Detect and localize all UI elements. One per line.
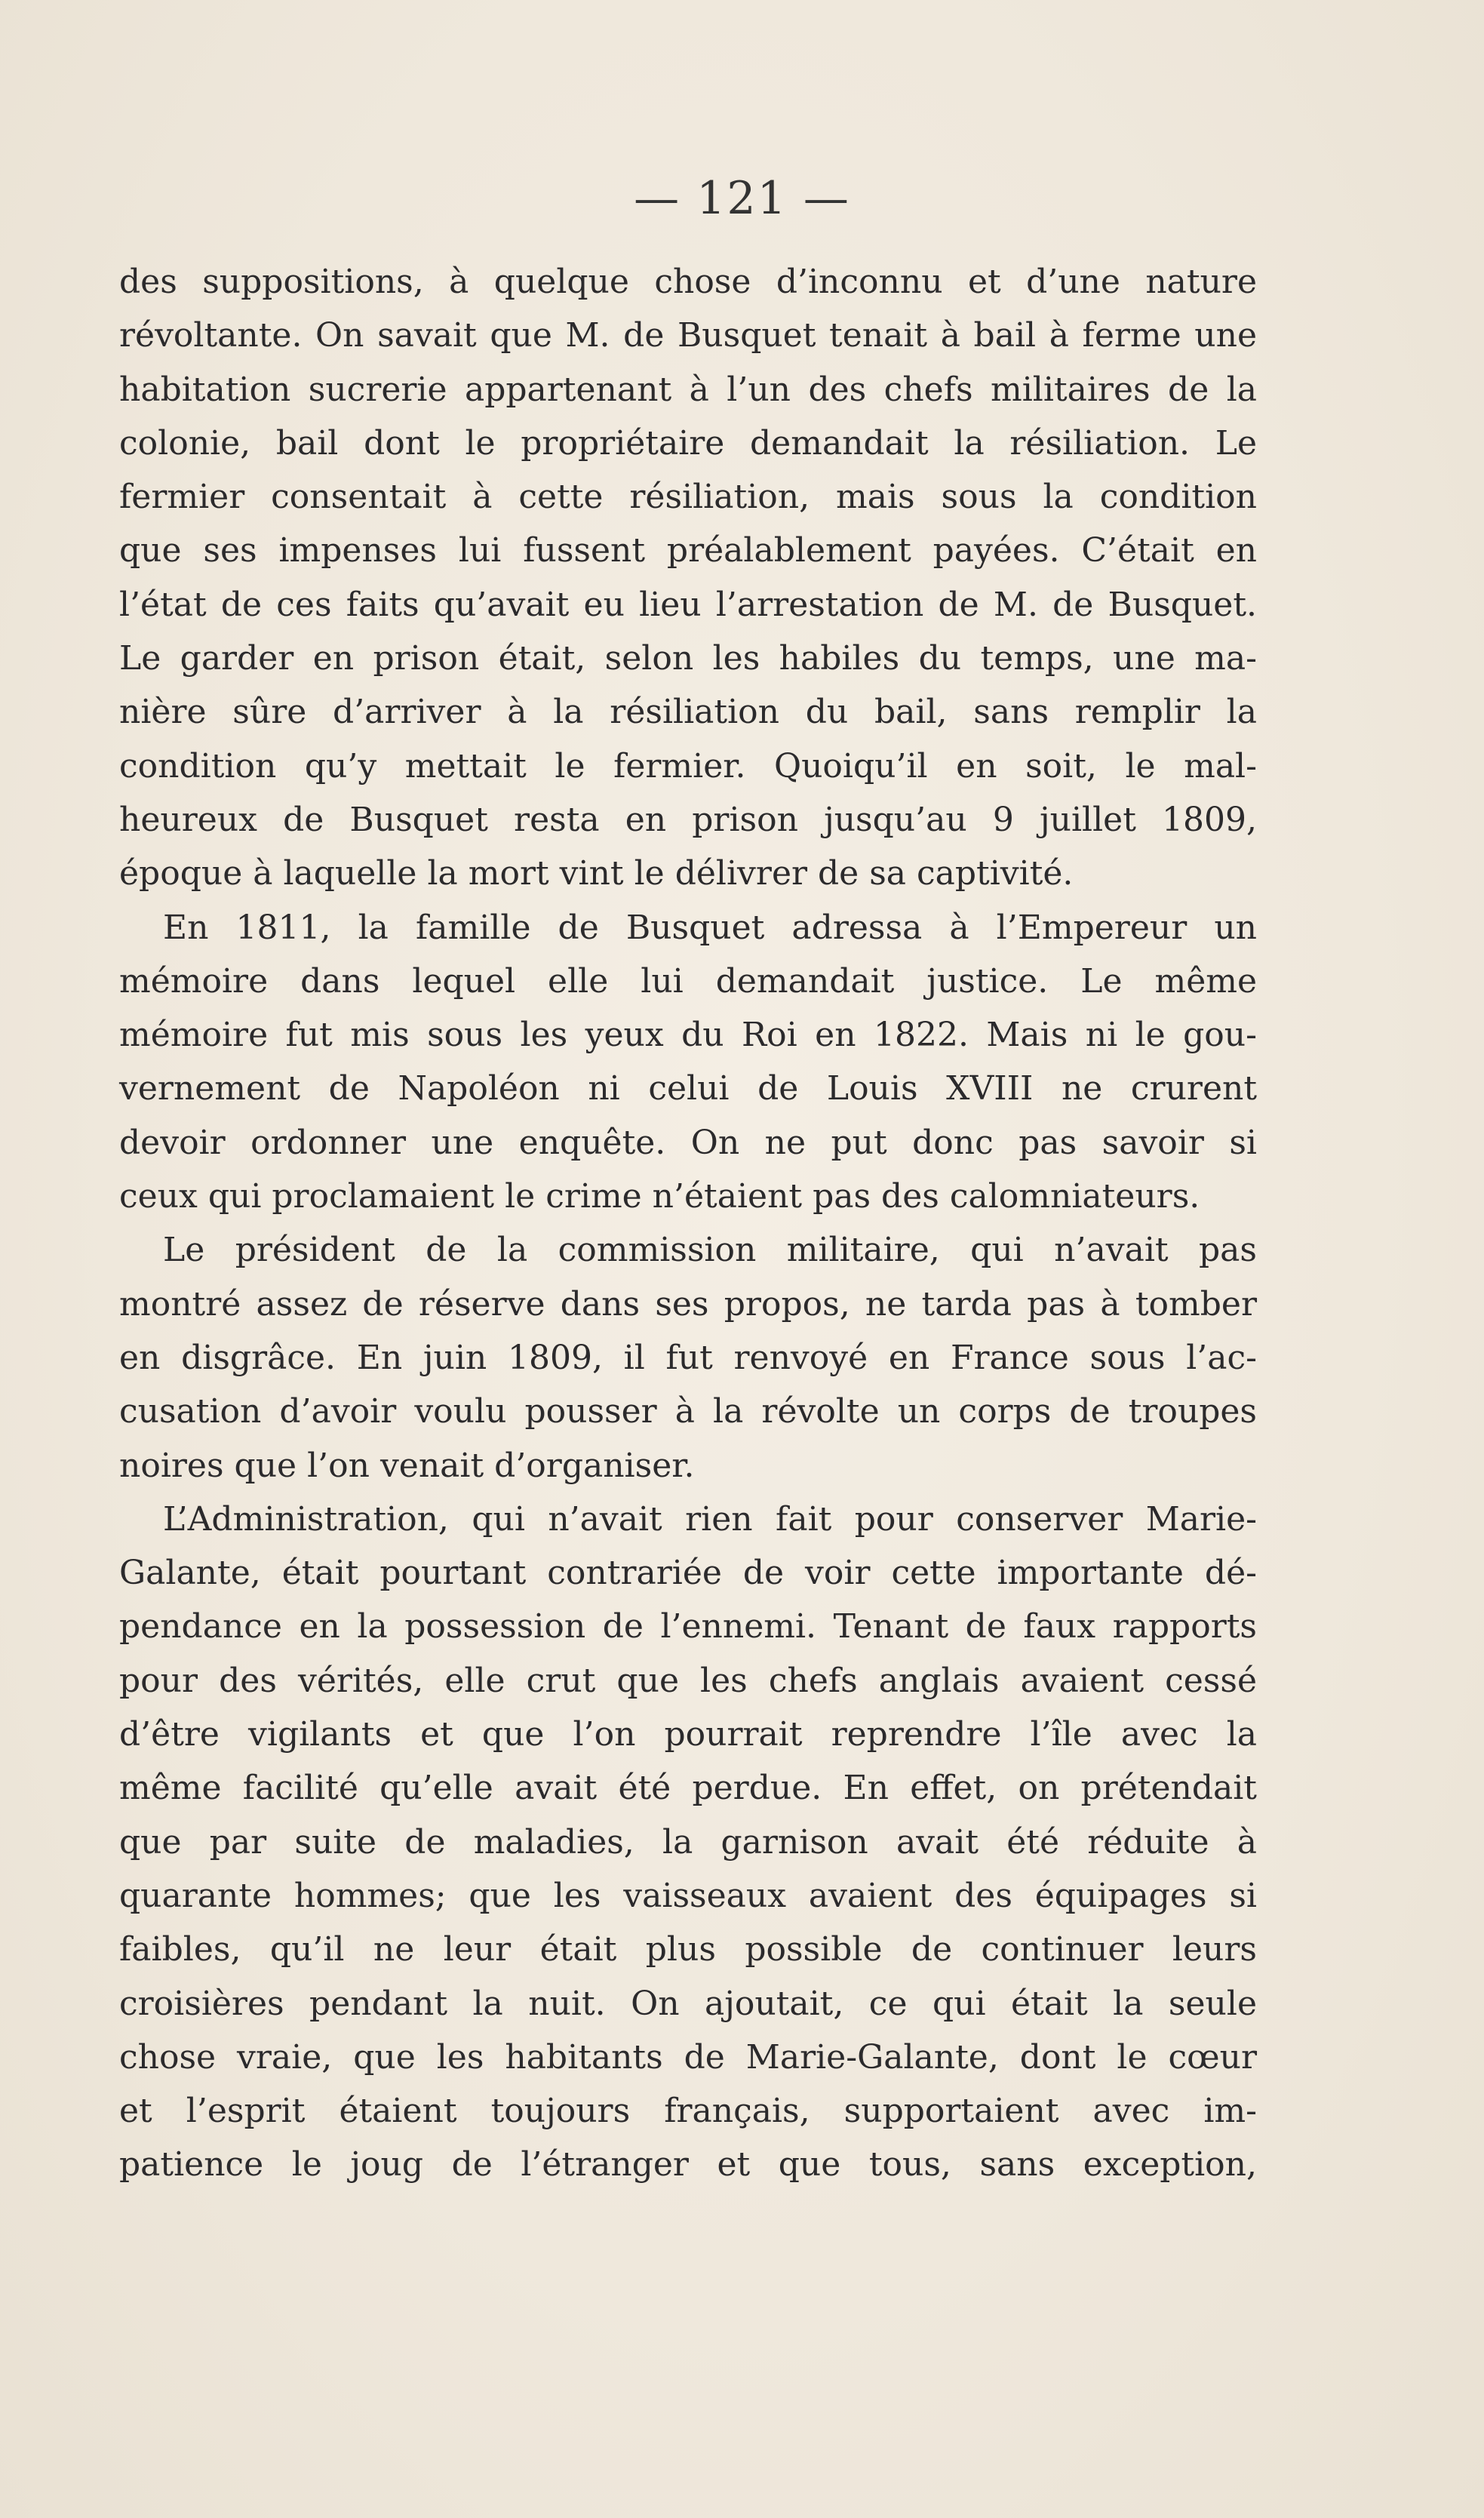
text-line: condition qu’y mettait le fermier. Quoiqu’il en soit, le mal-	[119, 746, 1257, 786]
text-line: d’être vigilants et que l’on pourrait reprendre l’île avec la	[119, 1715, 1257, 1754]
text-line: l’état de ces faits qu’avait eu lieu l’arrestation de M. de Busquet.	[119, 585, 1257, 624]
text-line: fermier consentait à cette résiliation, mais sous la condition	[119, 478, 1257, 517]
text-line: croisières pendant la nuit. On ajoutait, ce qui était la seule	[119, 1984, 1257, 2023]
text-line: L’Administration, qui n’avait rien fait pour conserver Marie-	[163, 1499, 1257, 1539]
text-line: des suppositions, à quelque chose d’inconnu et d’une nature	[119, 263, 1257, 301]
text-line: en disgrâce. En juin 1809, il fut renvoyé en France sous l’ac-	[119, 1338, 1257, 1377]
text-line: Le président de la commission militaire, qui n’avait pas	[163, 1231, 1257, 1270]
text-line: montré assez de réserve dans ses propos, ne tarda pas à tomber	[119, 1284, 1257, 1324]
text-line: colonie, bail dont le propriétaire demandait la résiliation. Le	[119, 423, 1257, 463]
text-line: Galante, était pourtant contrariée de voir cette importante dé-	[119, 1554, 1257, 1593]
text-line: mémoire dans lequel elle lui demandait justice. Le même	[119, 961, 1257, 1001]
text-line: pour des vérités, elle crut que les chefs anglais avaient cessé	[119, 1661, 1257, 1700]
text-line: En 1811, la famille de Busquet adressa à l’Empereur un	[163, 908, 1257, 947]
text-line: devoir ordonner une enquête. On ne put donc pas savoir si	[119, 1123, 1257, 1162]
text-line: patience le joug de l’étranger et que tous, sans exception,	[119, 2145, 1257, 2184]
text-line: pendance en la possession de l’ennemi. Tenant de faux rapports	[119, 1607, 1257, 1646]
text-line: cusation d’avoir voulu pousser à la révolte un corps de troupes	[119, 1392, 1257, 1431]
text-line: Le garder en prison était, selon les habiles du temps, une ma-	[119, 639, 1257, 678]
text-line: que par suite de maladies, la garnison avait été réduite à	[119, 1822, 1257, 1862]
text-line: révoltante. On savait que M. de Busquet tenait à bail à ferme une	[119, 316, 1257, 355]
text-line: même facilité qu’elle avait été perdue. En effet, on prétendait	[119, 1769, 1257, 1808]
text-line: quarante hommes; que les vaisseaux avaient des équipages si	[119, 1876, 1257, 1915]
text-line: ceux qui proclamaient le crime n’étaient pas des calomniateurs.	[119, 1177, 1200, 1216]
text-line: heureux de Busquet resta en prison jusqu’au 9 juillet 1809,	[119, 800, 1257, 839]
text-line: habitation sucrerie appartenant à l’un des chefs militaires de la	[119, 370, 1257, 409]
body-text	[119, 255, 1257, 2192]
text-line: et l’esprit étaient toujours français, supportaient avec im-	[119, 2092, 1257, 2131]
text-line: que ses impenses lui fussent préalablement payées. C’était en	[119, 531, 1257, 570]
page-number: — 121 —	[634, 172, 850, 225]
text-line: nière sûre d’arriver à la résiliation du bail, sans remplir la	[119, 693, 1257, 732]
text-line: époque à laquelle la mort vint le délivrer de sa captivité.	[119, 854, 1074, 893]
text-line: mémoire fut mis sous les yeux du Roi en 1822. Mais ni le gou-	[119, 1016, 1257, 1055]
text-line: chose vraie, que les habitants de Marie-Galante, dont le cœur	[119, 2037, 1257, 2077]
text-line: faibles, qu’il ne leur était plus possible de continuer leurs	[119, 1930, 1257, 1969]
text-line: noires que l’on venait d’organiser.	[119, 1446, 695, 1485]
text-line: vernement de Napoléon ni celui de Louis XVIII ne crurent	[119, 1069, 1257, 1108]
